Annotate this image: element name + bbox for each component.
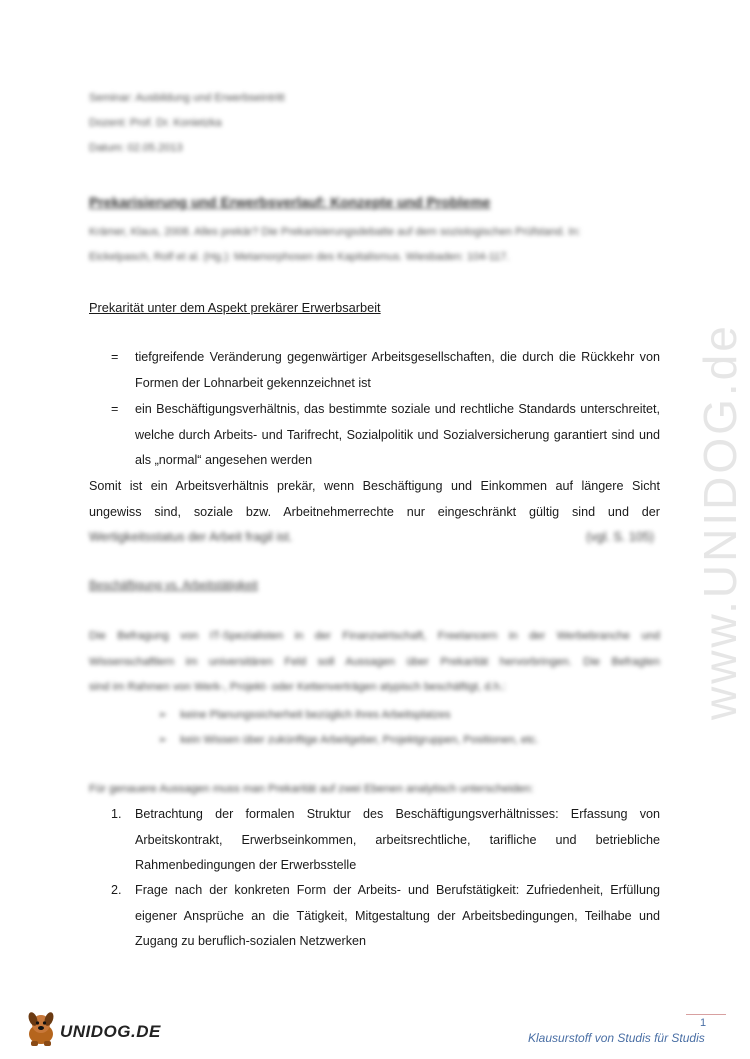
reference-line-2: Eickelpasch, Rolf et al. (Hg.): Metamorphosen des Kapitalismus. Wiesbaden: 104-117. (89, 251, 510, 263)
bullet-item-2 (89, 397, 660, 474)
section2-paragraph (89, 624, 660, 701)
numbered-item-1 (89, 802, 660, 879)
reference-line-1: Krämer, Klaus, 2008. Alles prekär? Die Prekarisierungsdebatte auf dem soziologischen Prüfstand. In: (89, 226, 581, 238)
bullet-item-1 (89, 345, 660, 396)
numbered-item-1-number: 1. (111, 807, 122, 821)
arrow-item-2 (158, 733, 539, 746)
section2-para-line2: Wissenschaftlern im universitären Feld soll Aussagen über Prekarität hervorbringen. Die Befragten (89, 655, 660, 668)
document-title: Prekarisierung und Erwerbsverlauf: Konzepte und Probleme (89, 194, 491, 210)
numbered-item-2-number: 2. (111, 883, 122, 897)
summary-line3: Wertigkeitsstatus der Arbeit fragil ist. (89, 530, 293, 544)
watermark: www.UNIDOG.de (694, 323, 746, 720)
datum-line: Datum: 02.05.2013 (89, 142, 183, 154)
summary-citation: (vgl. S. 105) (586, 530, 654, 544)
bullet-equals-icon: = (111, 402, 119, 416)
numbered1-line1: Betrachtung der formalen Struktur des Beschäftigungsverhältnisses: Erfassung von (135, 807, 660, 821)
section2-intro: Für genauere Aussagen muss man Prekarität auf zwei Ebenen analytisch unterscheiden: (89, 783, 534, 795)
footer-tagline: Klausurstoff von Studis für Studis (528, 1031, 705, 1045)
section1-heading: Prekarität unter dem Aspekt prekärer Erwerbsarbeit (89, 300, 381, 315)
numbered1-line2: Arbeitskontrakt, Erwerbseinkommen, arbeitsrechtliche, tarifliche und betriebliche (135, 832, 660, 847)
summary-line2: ungewiss sind, soziale bzw. Arbeitnehmerrechte nur eingeschränkt gültig sind und der (89, 504, 660, 519)
bullet-equals-icon: = (111, 350, 119, 364)
summary-paragraph (89, 474, 660, 551)
section2-heading: Beschäftigung vs. Arbeitstätigkeit (89, 580, 258, 592)
bullet2-line2: welche durch Arbeits- und Tarifrecht, Sozialpolitik und Sozialversicherung garantiert sind und (135, 427, 660, 442)
arrow-bullet-icon: ➢ (158, 709, 168, 721)
numbered2-line2: eigener Ansprüche an die Tätigkeit, Mitgestaltung der Arbeitsbedingungen, Teilhabe und (135, 908, 660, 923)
numbered2-line1: Frage nach der konkreten Form der Arbeits- und Berufstätigkeit: Zufriedenheit, Erfüllung (135, 883, 660, 897)
bullet1-line2: Formen der Lohnarbeit gekennzeichnet ist (135, 375, 371, 390)
numbered1-line3: Rahmenbedingungen der Erwerbsstelle (135, 858, 357, 872)
logo-text: UNIDOG.DE (60, 1022, 161, 1041)
bullet2-line1: ein Beschäftigungsverhältnis, das bestimmte soziale und rechtliche Standards unterschreitet, (135, 402, 660, 416)
bullet2-line3: als „normal“ angesehen werden (135, 453, 313, 467)
numbered-item-2 (89, 878, 660, 955)
arrow-bullet-icon: ➢ (158, 734, 168, 746)
section2-para-line3: sind im Rahmen von Werk-, Projekt- oder Kettenverträgen atypisch beschäftigt, d.h.: (89, 681, 507, 693)
unidog-logo (20, 1010, 160, 1050)
seminar-line: Seminar: Ausbildung und Erwerbseintritt (89, 92, 285, 104)
footer-divider (686, 1014, 726, 1015)
dozent-line: Dozent: Prof. Dr. Konietzka (89, 117, 222, 129)
dog-mascot-icon (22, 1010, 60, 1048)
arrow-item-1-text: keine Planungssicherheit bezüglich ihres Arbeitsplatzes (180, 709, 451, 721)
summary-line1: Somit ist ein Arbeitsverhältnis prekär, wenn Beschäftigung und Einkommen auf längere Sicht (89, 479, 660, 493)
arrow-item-1 (158, 708, 451, 721)
arrow-item-2-text: kein Wissen über zukünftige Arbeitgeber, Projektgruppen, Positionen, etc. (180, 734, 539, 746)
bullet1-line1: tiefgreifende Veränderung gegenwärtiger Arbeitsgesellschaften, die durch die Rückkehr von (135, 350, 660, 364)
summary-line3-row (89, 525, 660, 551)
numbered2-line3: Zugang zu beruflich-sozialen Netzwerken (135, 934, 367, 948)
section2-para-line1: Die Befragung von IT-Spezialisten in der Finanzwirtschaft, Freelancern in der Werbebranche und (89, 630, 660, 642)
page-number: 1 (700, 1017, 707, 1029)
